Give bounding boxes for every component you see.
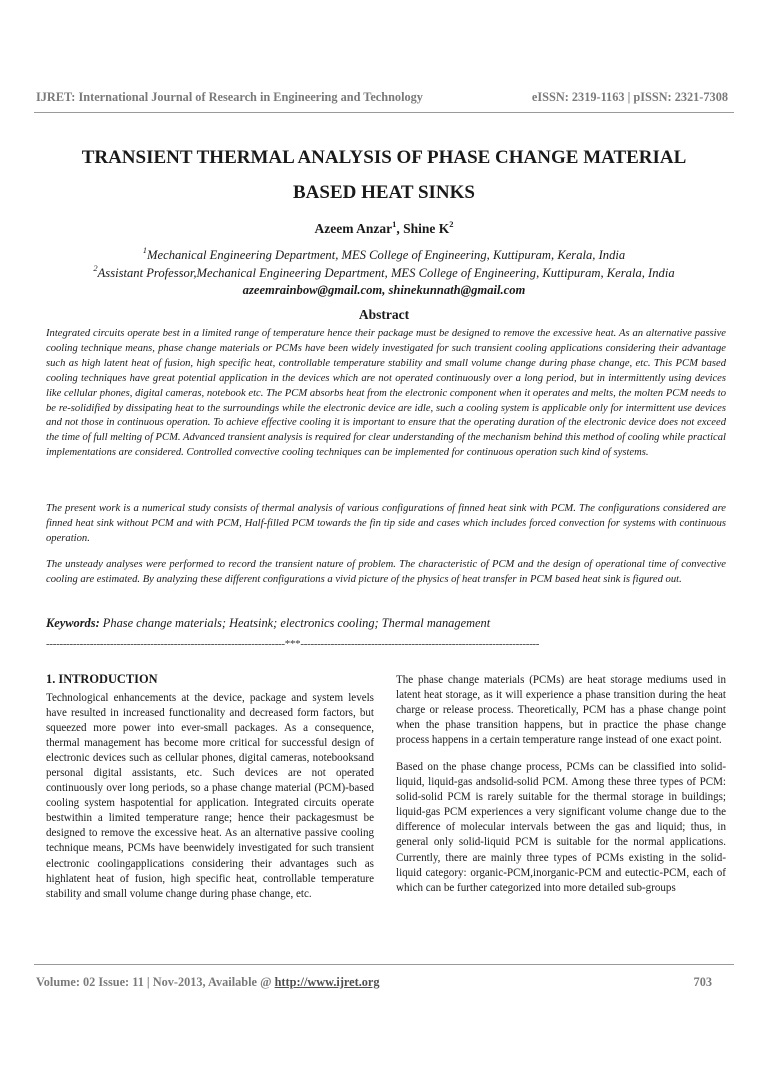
- author-2: Shine K: [403, 221, 450, 236]
- journal-name: IJRET: International Journal of Research in Engineering and Technology: [36, 90, 423, 104]
- left-column: [46, 691, 374, 914]
- intro-paragraph-2: The phase change materials (PCMs) are heat storage mediums used in latent heat storage, as it will experience a phase transition during the heat charge or release process. Theoretically, PCM has a phase change point when the phase transition happens, but in practice the phase change process happens in a certain temperature range instead of one exact point.: [396, 674, 726, 747]
- footer-volume-info: [36, 975, 380, 990]
- intro-paragraph-3: Based on the phase change process, PCMs can be classified into solid-liquid, liquid-gas andsolid-solid PCM. Among these three types of PCM: solid-solid PCM is rarely suitable for the thermal storage in buildings; liquid-gas PCM experiences a very significant volume change due to the difference of molecular intervals between the gas and liquid; thus, in general only solid-liquid PCM is suitable for the normal applications. Currently, there are mainly three types of PCMs existing in the solid-liquid category: organic-PCM,inorganic-PCM and eutectic-PCM, each of which can be further categorized into more detailed sub-groups: [396, 761, 726, 894]
- title-line-1: TRANSIENT THERMAL ANALYSIS OF PHASE CHANGE MATERIAL: [81, 147, 687, 168]
- author-2-affiliation-mark: 2: [449, 219, 454, 229]
- footer-divider: [34, 964, 734, 965]
- header-divider: [34, 112, 734, 113]
- title-line-2: BASED HEAT SINKS: [293, 182, 475, 203]
- author-1: Azeem Anzar: [314, 221, 393, 236]
- running-header: [36, 90, 728, 105]
- keywords-label: Keywords:: [46, 616, 100, 630]
- abstract-paragraph-1: Integrated circuits operate best in a limited range of temperature hence their package must be designed to remove the excessive heat. As an alternative passive cooling technique means, phase change materials or PCMs have been widely investigated for such transient cooling applications considering their advantage such as high latent heat of fusion, high specific heat, controllable temperature stability and small volume change during phase change, etc. This PCM based cooling techniques have great potential application in the devices which are not operated continuously over a long period, but in intermittently using devices like cellular phones, digital cameras, notebook etc. The PCM absorbs heat from the electronic component when it operates and melts, the molten PCM needs to be re-solidified by dissipating heat to the surroundings while the electronic device are idle, such a cooling system is applicable only for intermittent use devices and not those in continuous operation. To achieve effective cooling it is important to ensure that the operating duration of the electronic device does not exceed the time of full melting of PCM. Advanced transient analysis is required for clear understanding of the mechanism behind this method of cooling while practical implementations are considered. Controlled convective cooling techniques can be implemented for continuous operation such kind of systems.: [46, 328, 726, 459]
- author-separator: ,: [396, 221, 404, 236]
- author-1-affiliation-mark: 1: [392, 219, 397, 229]
- running-footer: [36, 975, 712, 990]
- affiliation-1-text: Mechanical Engineering Department, MES College of Engineering, Kuttipuram, Kerala, India: [147, 248, 626, 262]
- affiliation-2: [30, 263, 738, 281]
- keywords-text: Phase change materials; Heatsink; electronics cooling; Thermal management: [99, 616, 491, 630]
- affiliation-2-text: Assistant Professor,Mechanical Engineering Department, MES College of Engineering, Kuttipuram, Kerala, India: [97, 266, 675, 280]
- author-emails: azeemrainbow@gmail.com, shinekunnath@gmail.com: [242, 283, 526, 297]
- affiliation-2-mark: 2: [93, 263, 98, 273]
- abstract-paragraph-3: The unsteady analyses were performed to record the transient nature of problem. The characteristic of PCM and the design of operational time of convective cooling are estimated. By analyzing these different configurations a vivid picture of the physics of heat transfer in PCM based heat sink is figured out.: [46, 559, 726, 585]
- affiliation-1-mark: 1: [142, 245, 148, 255]
- abstract-heading: Abstract: [358, 307, 410, 322]
- abstract-paragraph-2: The present work is a numerical study consists of thermal analysis of various configurations of finned heat sink with PCM. The configurations considered are finned heat sink without PCM and with PCM, Half-filled PCM towards the fin tip side and cases which includes forced convection for systems with continuous operation.: [46, 503, 726, 544]
- journal-website-link[interactable]: http://www.ijret.org: [274, 975, 380, 989]
- intro-paragraph-1: Technological enhancements at the device, package and system levels have resulted in increased functionality and decreased form factors, but squeezed more power into ever-small packages. As a consequence, thermal management has become more critical for successful design of electronic devices such as cellular phones, digital cameras, notebooksand personal digital assistants, etc. Such devices are not operated continuously over long periods, so a phase change material (PCM)-based cooling system haspotential for application. Integrated circuits operate bestwithin a limited temperature range; hence their packagesmust be designed to remove the excessive heat. As an alternative passive cooling technique means, PCMs have beenwidely investigated for such transient electronic coolingapplications considering their advantages such as highlatent heat of fusion, high specific heat, controllable temperature stability and small volume change during phase change, etc.: [46, 692, 374, 900]
- section-heading-introduction: 1. INTRODUCTION: [46, 672, 158, 686]
- keywords: [46, 616, 490, 631]
- footer-volume-text: Volume: 02 Issue: 11 | Nov-2013, Available @: [36, 975, 275, 989]
- paper-title: [34, 140, 734, 210]
- page-number: 703: [693, 975, 712, 989]
- author-list: [34, 221, 734, 237]
- section-separator: -----------------------------------------------------------------------***-----------------------------------------------------------------------: [46, 638, 540, 650]
- affiliation-1: [30, 245, 738, 263]
- right-column: [396, 673, 726, 908]
- issn-numbers: eISSN: 2319-1163 | pISSN: 2321-7308: [531, 90, 728, 104]
